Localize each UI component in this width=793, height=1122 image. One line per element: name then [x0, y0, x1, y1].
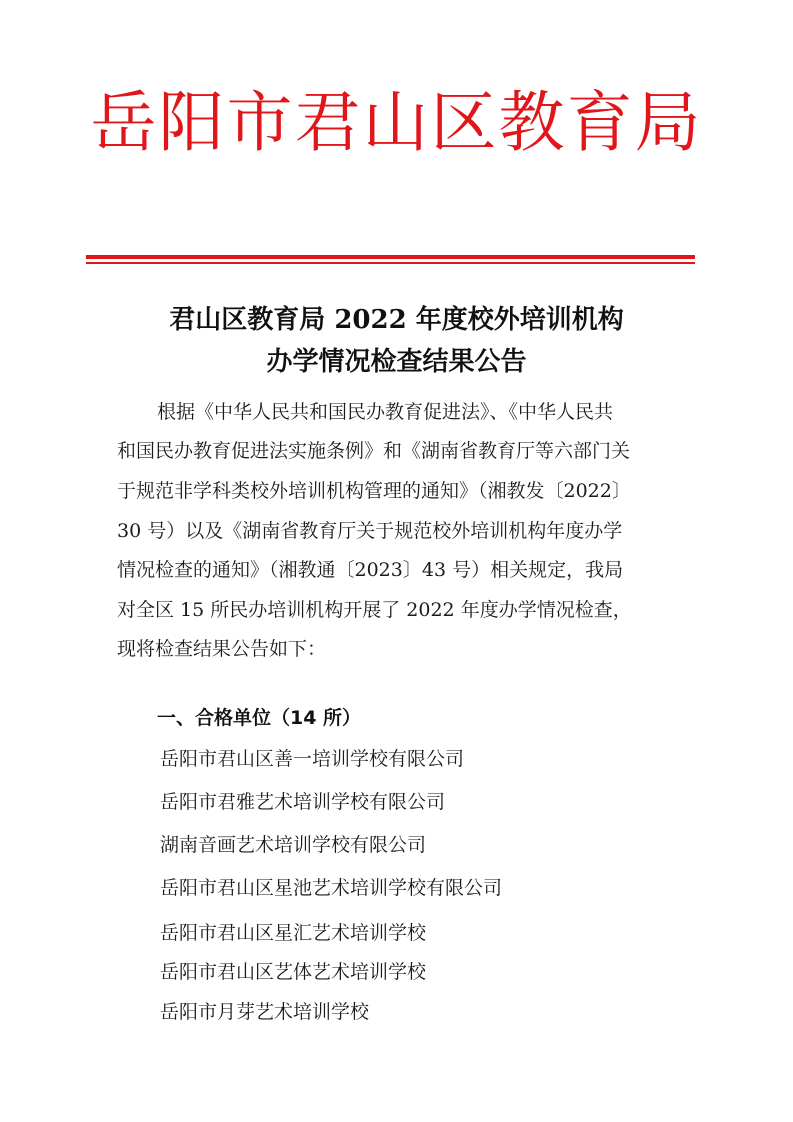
qualified-unit-item: 湖南音画艺术培训学校有限公司 — [160, 834, 427, 856]
qualified-unit-item: 岳阳市君山区善一培训学校有限公司 — [160, 748, 465, 770]
paragraph-line: 和国民办教育促进法实施条例》和《湖南省教育厅等六部门关 — [117, 440, 631, 462]
document-title-line-2: 办学情况检查结果公告 — [266, 347, 527, 377]
qualified-unit-item: 岳阳市君山区星汇艺术培训学校 — [160, 922, 427, 944]
qualified-unit-item: 岳阳市月芽艺术培训学校 — [160, 1001, 370, 1023]
qualified-unit-item: 岳阳市君山区星池艺术培训学校有限公司 — [160, 877, 503, 899]
section-heading-qualified: 一、合格单位（14 所） — [157, 707, 362, 729]
paragraph-line: 30 号）以及《湖南省教育厅关于规范校外培训机构年度办学 — [117, 520, 623, 542]
paragraph-line: 对全区 15 所民办培训机构开展了 2022 年度办学情况检查， — [117, 599, 632, 621]
paragraph-line: 根据《中华人民共和国民办教育促进法》、《中华人民共 — [157, 401, 614, 423]
masthead-rule-thick — [86, 255, 695, 259]
qualified-unit-item: 岳阳市君雅艺术培训学校有限公司 — [160, 791, 446, 813]
paragraph-line: 于规范非学科类校外培训机构管理的通知》（湘教发〔2022〕 — [117, 480, 631, 502]
paragraph-line: 情况检查的通知》（湘教通〔2023〕43 号）相关规定，我局 — [117, 559, 624, 581]
document-title-line-1: 君山区教育局 2022 年度校外培训机构 — [169, 305, 624, 335]
qualified-unit-item: 岳阳市君山区艺体艺术培训学校 — [160, 961, 427, 983]
masthead-rule-thin — [86, 262, 695, 264]
issuer-masthead: 岳阳市君山区教育局 — [90, 84, 703, 161]
paragraph-line: 现将检查结果公告如下： — [117, 638, 327, 660]
